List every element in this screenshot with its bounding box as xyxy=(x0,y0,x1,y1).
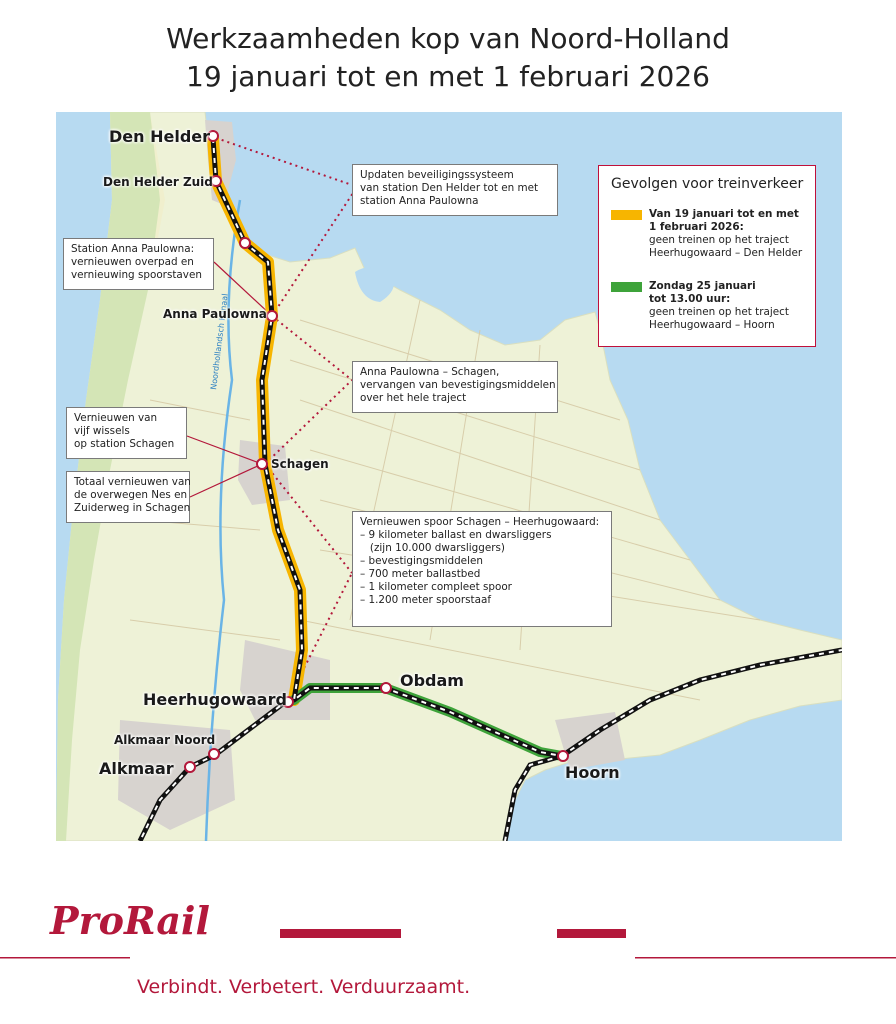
station-marker-hoorn xyxy=(558,751,568,761)
callout-line: de overwegen Nes en xyxy=(74,489,188,501)
legend-bold-line: Zondag 25 januari xyxy=(649,280,756,292)
label-alkmaar: Alkmaar xyxy=(99,759,174,778)
station-marker-anna-paulowna xyxy=(267,311,277,321)
legend-bold-line: tot 13.00 uur: xyxy=(649,293,731,305)
callout-line: over het hele traject xyxy=(360,392,467,404)
label-den-helder-zuid: Den Helder Zuid xyxy=(103,175,213,189)
legend-line: Heerhugowaard – Hoorn xyxy=(649,319,775,331)
callout-line: vervangen van bevestigingsmiddelen xyxy=(360,379,556,391)
station-marker-schagen xyxy=(257,459,267,469)
title-line-2: 19 januari tot en met 1 februari 2026 xyxy=(186,60,710,93)
station-marker-alkmaar xyxy=(185,762,195,772)
callout-line: vijf wissels xyxy=(74,425,130,437)
callout-line: station Anna Paulowna xyxy=(360,195,479,207)
callout-line: – 1 kilometer compleet spoor xyxy=(360,581,512,593)
callout-line: – 9 kilometer ballast en dwarsliggers xyxy=(360,529,552,541)
callout-line: – 700 meter ballastbed xyxy=(360,568,481,580)
callout-line: Station Anna Paulowna: xyxy=(71,243,195,255)
legend-line: Heerhugowaard – Den Helder xyxy=(649,247,803,259)
label-den-helder: Den Helder xyxy=(109,127,211,146)
legend-item-green xyxy=(611,280,811,340)
legend-item-yellow xyxy=(611,208,811,268)
station-marker-alkmaar-noord xyxy=(209,749,219,759)
title-line-1: Werkzaamheden kop van Noord-Holland xyxy=(166,22,730,55)
station-marker-obdam xyxy=(381,683,391,693)
label-alkmaar-noord: Alkmaar Noord xyxy=(114,733,216,747)
callout-spoor xyxy=(352,511,612,627)
callout-line: Anna Paulowna – Schagen, xyxy=(360,366,500,378)
callout-line: Updaten beveiligingssysteem xyxy=(360,169,514,181)
label-anna-paulowna: Anna Paulowna xyxy=(163,307,267,321)
prorail-logo: ProRail xyxy=(50,898,210,943)
legend-swatch-green xyxy=(611,282,642,292)
callout-line: op station Schagen xyxy=(74,438,175,450)
callout-bevestiging xyxy=(352,361,558,413)
legend-line: geen treinen op het traject xyxy=(649,306,789,318)
callout-line: – bevestigingsmiddelen xyxy=(360,555,483,567)
label-hoorn: Hoorn xyxy=(565,763,620,782)
label-obdam: Obdam xyxy=(400,671,464,690)
callout-line: vernieuwing spoorstaven xyxy=(71,269,202,281)
canal-label: Noordhollandsch Kanaal xyxy=(209,293,230,391)
station-marker-julianadorp xyxy=(240,238,250,248)
legend-bold-line: Van 19 januari tot en met xyxy=(649,208,799,220)
callout-line: Vernieuwen van xyxy=(74,412,158,424)
callout-line: Totaal vernieuwen van xyxy=(74,476,191,488)
label-heerhugowaard: Heerhugowaard xyxy=(143,690,287,709)
legend xyxy=(598,165,816,347)
callout-line: van station Den Helder tot en met xyxy=(360,182,539,194)
callout-wissels xyxy=(66,407,187,459)
callout-line: Vernieuwen spoor Schagen – Heerhugowaard: xyxy=(360,516,600,528)
callout-line: (zijn 10.000 dwarsliggers) xyxy=(360,542,505,554)
slogan: Verbindt. Verbetert. Verduurzaamt. xyxy=(137,976,471,998)
legend-line: geen treinen op het traject xyxy=(649,234,789,246)
label-schagen: Schagen xyxy=(271,457,329,471)
callout-line: vernieuwen overpad en xyxy=(71,256,194,268)
legend-swatch-yellow xyxy=(611,210,642,220)
callout-anna-paulowna xyxy=(63,238,214,290)
legend-title: Gevolgen voor treinverkeer xyxy=(611,176,804,192)
callout-line: Zuiderweg in Schagen xyxy=(74,502,191,514)
callout-beveiliging xyxy=(352,164,558,216)
callout-line: – 1.200 meter spoorstaaf xyxy=(360,594,491,606)
callout-overwegen xyxy=(66,471,190,523)
legend-bold-line: 1 februari 2026: xyxy=(649,221,744,233)
